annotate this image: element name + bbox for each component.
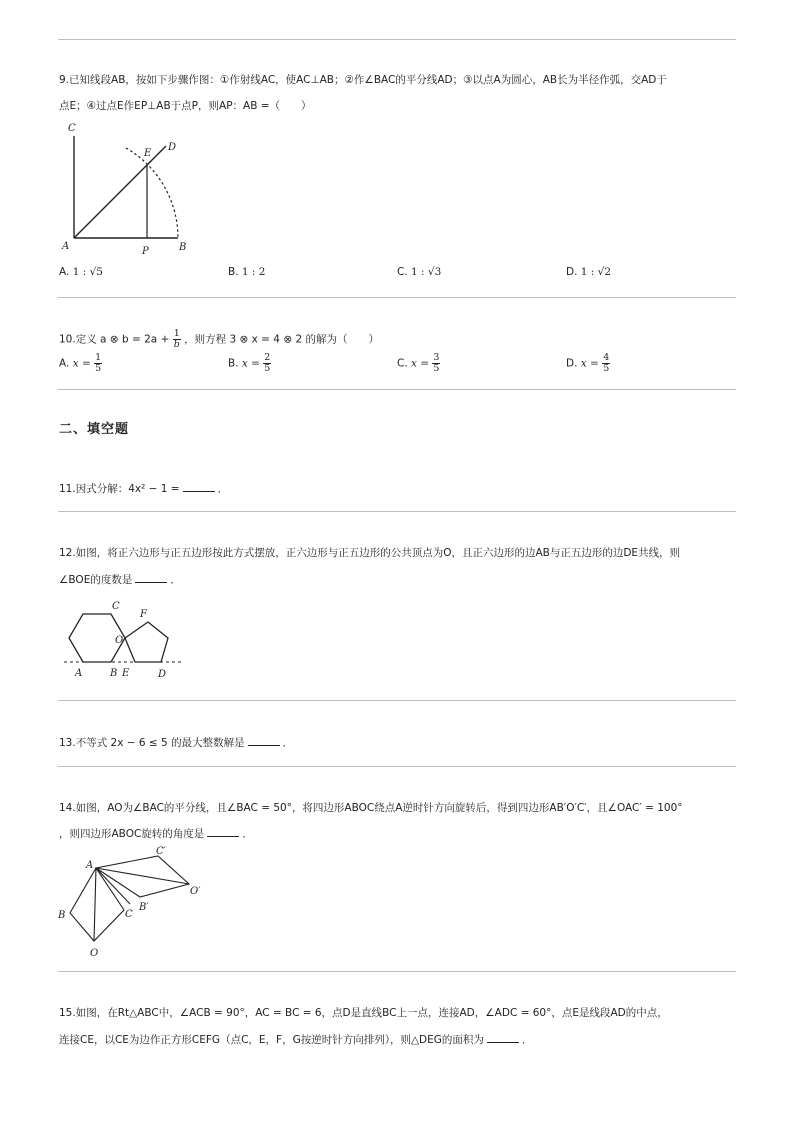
q14-segment-ao [94,868,96,941]
q12-label-b: B [110,668,118,679]
q12-label-o: O [115,635,124,646]
q10-option-d-num: 4 [603,352,610,363]
q9-arc [126,148,178,238]
q10-option-d-frac [602,353,610,374]
q12-answer-blank[interactable] [135,572,167,583]
q14-answer-blank[interactable] [207,826,239,837]
q9-label-a: A [62,241,70,252]
q14-segment-ao-prime [96,868,189,884]
divider-q14 [58,971,736,972]
q14-figure [52,843,212,963]
q12-stem-line1: 12.如图，将正六边形与正五边形按此方式摆放，正六边形与正五边形的公共顶点为O，且正六边形的边AB与正五边形的边DE共线，则 [59,547,681,559]
divider-q13 [58,766,736,767]
q14-stem-line2-pre: ，则四边形ABOC旋转的角度是 [59,828,205,840]
q13-stem-pre: 13.不等式 2x − 6 ≤ 5 的最大整数解是 [59,737,245,749]
q10-option-c-den: 5 [433,363,440,374]
q9-option-b-letter: B. [228,266,239,278]
q12-label-f: F [140,609,147,620]
q9-option-b-text: 1 : 2 [241,266,266,278]
q13-stem-post: ． [282,737,294,749]
q10-option-b-letter: B. [228,357,239,370]
q9-option-b[interactable] [228,266,265,278]
q10-option-c-lhs: x = [411,357,430,370]
q15-stem-line2-pre: 连接CE，以CE为边作正方形CEFG（点C，E，F，G按逆时针方向排列），则△DEG的面积为 [59,1034,484,1046]
q10-option-c[interactable] [397,353,440,374]
q10-stem-fraction [173,329,181,350]
q15-stem-line1: 15.如图，在Rt△ABC中，∠ACB = 90°，AC = BC = 6，点D是直线BC上一点，连接AD，∠ADC = 60°，点E是线段AD的中点， [59,1007,668,1019]
q10-option-d-lhs: x = [580,357,599,370]
q14-quad-aboc [70,868,124,941]
q14-label-b-prime: B′ [139,902,149,913]
q9-label-d: D [168,142,177,153]
q11-stem-pre: 11.因式分解：4x² − 1 = [59,483,180,495]
q12-label-c: C [112,601,120,612]
q9-label-e: E [144,148,152,159]
divider-top [58,39,736,40]
q10-frac-den: b [173,339,180,350]
q10-option-a-lhs: x = [72,357,91,370]
q9-option-c-text: 1 : √3 [411,266,442,278]
q15-stem-line2-post: ． [521,1034,533,1046]
q9-label-c: C [68,123,76,134]
q10-option-d[interactable] [566,353,610,374]
q10-option-a-den: 5 [95,363,102,374]
q9-option-d-text: 1 : √2 [580,266,612,278]
q10-option-c-frac [432,353,440,374]
q11-answer-blank[interactable] [183,481,215,492]
q10-option-a-letter: A. [59,357,70,370]
q13-stem [59,735,293,750]
q14-stem-line1: 14.如图，AO为∠BAC的平分线，且∠BAC = 50°，将四边形ABOC绕点A逆时针方向旋转后，得到四边形AB′O′C′，且∠OAC′ = 100° [59,802,683,814]
divider-q11 [58,511,736,512]
q10-option-b[interactable] [228,353,271,374]
q14-label-c: C [125,909,133,920]
divider-q9 [58,297,736,298]
q10-option-b-frac [263,353,271,374]
q9-option-c-letter: C. [397,266,408,278]
q12-label-e: E [122,668,130,679]
q9-option-a-letter: A. [59,266,70,278]
q14-stem-line2 [59,826,253,841]
q10-option-a-frac [94,353,102,374]
q15-answer-blank[interactable] [487,1032,519,1043]
q10-option-b-num: 2 [264,352,271,363]
divider-q10 [58,389,736,390]
divider-q12 [58,700,736,701]
q10-option-b-lhs: x = [241,357,260,370]
q14-label-c-prime: C′ [156,846,166,857]
q9-ray-ad [74,146,166,238]
q14-stem-line2-post: ． [242,828,253,840]
q12-label-a: A [75,668,83,679]
q10-option-c-num: 3 [433,352,440,363]
q12-pentagon [125,622,168,662]
q11-stem [59,481,228,496]
q15-stem-line2 [59,1032,532,1047]
q11-stem-post: ． [217,483,229,495]
q14-label-a: A [86,860,94,871]
q10-option-b-den: 5 [264,363,271,374]
q9-option-c[interactable] [397,266,441,278]
q14-label-b: B [58,910,66,921]
section-title: 二、填空题 [59,422,130,437]
q9-figure [58,118,198,258]
q13-answer-blank[interactable] [248,735,280,746]
q10-stem-pre: 10.定义 a ⊗ b = 2a + [59,333,170,346]
q10-stem-post: ，则方程 3 ⊗ x = 4 ⊗ 2 的解为（ ） [184,333,379,346]
q12-stem-line2-pre: ∠BOE的度数是 [59,574,133,586]
q9-option-d[interactable] [566,266,611,278]
q12-stem-line2 [59,572,181,587]
q10-option-a[interactable] [59,353,102,374]
q10-option-d-den: 5 [603,363,610,374]
q12-label-d: D [158,669,167,680]
q12-figure [58,597,188,683]
q9-stem-line1: 9.已知线段AB，按如下步骤作图：①作射线AC，使AC⊥AB；②作∠BAC的平分线AD；③以点A为圆心，AB长为半径作弧，交AD于 [59,74,667,86]
q10-option-d-letter: D. [566,357,578,370]
q9-label-b: B [179,242,187,253]
q14-label-o: O [90,948,99,959]
q9-stem-line2: 点E；④过点E作EP⊥AB于点P，则AP：AB =（ ） [59,100,312,112]
q9-option-a[interactable] [59,266,103,278]
q14-label-o-prime: O′ [190,886,201,897]
q10-frac-num: 1 [173,328,180,339]
q10-stem [59,329,379,350]
q10-option-c-letter: C. [397,357,408,370]
q12-stem-line2-post: ． [170,574,181,586]
q9-option-a-text: 1 : √5 [72,266,103,278]
q9-option-d-letter: D. [566,266,578,278]
q10-option-a-num: 1 [95,352,102,363]
q9-label-p: P [142,246,149,257]
